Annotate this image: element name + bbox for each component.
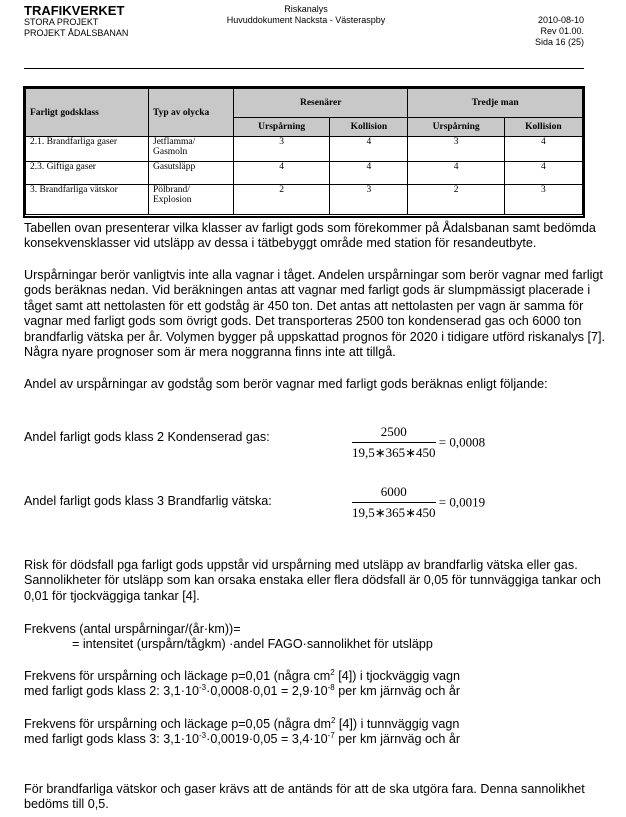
cell-travellers-collision: 4 xyxy=(330,137,408,162)
group-header-third-party: Tredje man xyxy=(408,89,583,118)
cell-third-collision: 4 xyxy=(504,137,582,162)
header-left xyxy=(24,4,128,39)
group-header-travellers: Resenärer xyxy=(234,89,408,118)
equation-1-label: Andel farligt gods klass 2 Kondenserad gas: xyxy=(24,430,270,444)
cell-travellers-collision: 3 xyxy=(330,185,408,215)
header-right xyxy=(535,15,584,48)
equation-1 xyxy=(352,424,485,461)
equation-2-label: Andel farligt gods klass 3 Brandfarlig vätska: xyxy=(24,494,272,508)
paragraph-ignition: För brandfarliga vätskor och gaser krävs att de antänds för att de ska utgöra fara. Denna sannolikhet bedöms till 0,5. xyxy=(24,782,585,812)
doc-title: Huvuddokument Nacksta - Västeraspby xyxy=(226,15,386,25)
table-row xyxy=(26,185,583,215)
cell-class: 3. Brandfarliga vätskor xyxy=(26,185,149,215)
cell-third-derail: 3 xyxy=(408,137,504,162)
cell-type: Jetflamma/ Gasmoln xyxy=(149,137,234,162)
sub-header-collision: Kollision xyxy=(330,118,408,137)
cell-third-derail: 2 xyxy=(408,185,504,215)
doc-revision: Rev 01.00. xyxy=(540,26,584,36)
frequency-definition-line-1: Frekvens (antal urspårningar/(år·km))= xyxy=(24,622,241,636)
page-number: Sida 16 (25) xyxy=(534,37,584,47)
cell-travellers-derail: 4 xyxy=(234,162,330,185)
equation-2-fraction xyxy=(352,484,436,521)
cell-third-derail: 4 xyxy=(408,162,504,185)
cell-class: 2.3. Giftiga gaser xyxy=(26,162,149,185)
equation-1-numerator: 2500 xyxy=(352,424,436,443)
doc-type: Riskanalys xyxy=(284,4,328,14)
paragraph-calculation-intro: Andel av urspårningar av godståg som berör vagnar med farligt gods beräknas enligt följande: xyxy=(24,377,548,391)
table-row xyxy=(26,137,583,162)
frequency-definition xyxy=(24,622,604,653)
table-row xyxy=(26,162,583,185)
col-header-class: Farligt godsklass xyxy=(26,89,149,137)
cell-travellers-collision: 4 xyxy=(330,162,408,185)
frequency-class-2-line-2: med farligt gods klass 2: $3,1\cdot 10^{-3}\cdot 0,0008\cdot 0,01 = 2,9\cdot 10^{-8}$ per km järnväg och år xyxy=(24,683,461,699)
frequency-class-2 xyxy=(24,669,604,700)
frequency-class-3-line-1: Frekvens för urspårning och läckage p=0,05 (några $dm^2$ [4]) i tunnväggig vagn xyxy=(24,715,460,731)
cell-type: Pölbrand/ Explosion xyxy=(149,185,234,215)
paragraph-release-probability: Risk för dödsfall pga farligt gods uppstår vid urspårning med utsläpp av brandfarlig vätska eller gas. Sannolikheter för utsläpp som kan orsaka enstaka eller flera dödsfall är 0,05 för tunnväggiga tankar och 0,01 för tjockväggiga tankar [4]. xyxy=(24,558,601,603)
frequency-definition-line-2: = intensitet (urspårn/tågkm) ·andel FAGO·sannolikhet för utsläpp xyxy=(72,637,433,652)
sub-header-derail: Urspårning xyxy=(408,118,504,137)
header-center xyxy=(176,4,436,26)
equation-1-fraction xyxy=(352,424,436,461)
frequency-class-3-line-2: med farligt gods klass 3: $3,1\cdot 10^{-3}\cdot 0,0019\cdot 0,05 = 3,4\cdot 10^{-7}$ per km järnväg och år xyxy=(24,731,461,747)
doc-date: 2010-08-10 xyxy=(537,15,584,25)
equation-2-numerator: 6000 xyxy=(352,484,436,503)
cell-travellers-derail: 2 xyxy=(234,185,330,215)
equation-2-denominator: 19,5∗365∗450 xyxy=(352,505,436,520)
cell-travellers-derail: 3 xyxy=(234,137,330,162)
header-line-3: PROJEKT ÅDALSBANAN xyxy=(24,28,129,38)
equation-1-result: = 0,0008 xyxy=(438,434,486,450)
paragraph-table-description: Tabellen ovan presenterar vilka klasser av farligt gods som förekommer på Ådalsbanan samt bedömda konsekvensklasser vid utsläpp av dessa i tätbebyggt område med station för resandeutbyte. xyxy=(24,221,596,251)
frequency-class-3 xyxy=(24,717,604,748)
sub-header-collision: Kollision xyxy=(504,118,582,137)
paragraph-derailment-share: Urspårningar berör vanligtvis inte alla vagnar i tåget. Andelen urspårningar som berör vagnar med farligt gods beräknas nedan. Vid beräkningen antas att vagnar med farligt gods är slumpmässigt placerade i tåget samt att nettolasten för ett godståg är 450 ton. Det antas att nettolasten per vagn är samma för vagnar med farligt gods som övrigt gods. Det transporteras 2500 ton kondenserad gas och 6000 ton brandfarlig vätska per år. Volymen bygger på uppskattad prognos för 2020 i tidigare utförd riskanalys [7]. Några nyare prognoser som är mera noggranna finns inte att tillgå. xyxy=(24,268,606,360)
sub-header-derail: Urspårning xyxy=(234,118,330,137)
cell-type: Gasutsläpp xyxy=(149,162,234,185)
header-divider xyxy=(24,68,584,69)
cell-third-collision: 4 xyxy=(504,162,582,185)
header-line-2: STORA PROJEKT xyxy=(24,17,99,27)
equation-1-denominator: 19,5∗365∗450 xyxy=(352,445,436,460)
cell-class: 2.1. Brandfarliga gaser xyxy=(26,137,149,162)
equation-2-result: = 0,0019 xyxy=(438,494,486,510)
consequence-table xyxy=(25,88,583,215)
frequency-class-2-line-1: Frekvens för urspårning och läckage p=0,01 (några $cm^2$ [4]) i tjockväggig vagn xyxy=(24,667,461,683)
org-name: TRAFIKVERKET xyxy=(24,3,125,18)
equation-2 xyxy=(352,484,485,521)
cell-third-collision: 3 xyxy=(504,185,582,215)
col-header-type: Typ av olycka xyxy=(149,89,234,137)
